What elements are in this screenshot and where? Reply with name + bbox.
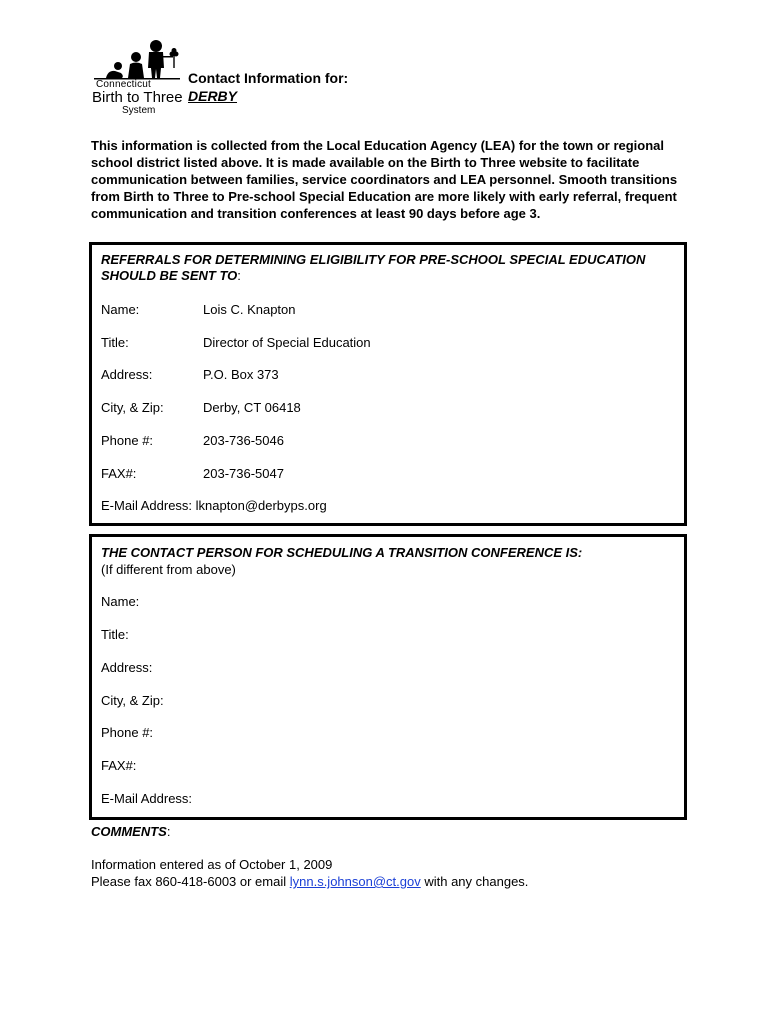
changes-suffix: with any changes. [420, 874, 529, 889]
transition-phone-label: Phone #: [101, 725, 154, 740]
referral-title-value: Director of Special Education [203, 335, 371, 350]
referral-heading-colon: : [237, 268, 241, 283]
town-name: DERBY [188, 88, 238, 104]
transition-email-label: E-Mail Address: [101, 791, 193, 806]
referral-city-value: Derby, CT 06418 [203, 400, 301, 415]
birth-to-three-logo [88, 38, 188, 118]
changes-prefix: Please fax 860-418-6003 or email [91, 874, 290, 889]
transition-contact-box [89, 534, 687, 820]
referral-address-label: Address: [101, 367, 153, 382]
referral-address-value: P.O. Box 373 [203, 367, 279, 382]
referral-email-label: E-Mail Address: [101, 498, 193, 513]
transition-address-label: Address: [101, 660, 153, 675]
changes-contact-line [91, 874, 528, 890]
comments-label-text: COMMENTS [91, 824, 167, 839]
referral-name-value: Lois C. Knapton [203, 302, 296, 317]
referral-email-value: lknapton@derbyps.org [195, 498, 327, 513]
comments-label [91, 824, 170, 840]
referral-title-label: Title: [101, 335, 129, 350]
referral-city-label: City, & Zip: [101, 400, 164, 415]
referral-heading-text: REFERRALS FOR DETERMINING ELIGIBILITY FOR PRE-SCHOOL SPECIAL EDUCATION SHOULD BE SENT TO [101, 252, 646, 283]
info-date-line: Information entered as of October 1, 2009 [91, 857, 333, 872]
referral-heading [101, 252, 661, 284]
referral-contact-box [89, 242, 687, 526]
logo-line-1: Connecticut [96, 79, 152, 90]
transition-name-label: Name: [101, 594, 140, 609]
contact-email-link[interactable]: lynn.s.johnson@ct.gov [289, 874, 421, 889]
referral-email-row [101, 498, 327, 514]
transition-fax-label: FAX#: [101, 758, 137, 773]
referral-phone-label: Phone #: [101, 433, 154, 448]
referral-fax-value: 203-736-5047 [203, 466, 284, 481]
logo-line-2: Birth to Three [92, 89, 183, 106]
page-title: Contact Information for: [188, 70, 349, 86]
referral-fax-label: FAX#: [101, 466, 137, 481]
transition-subheading: (If different from above) [101, 562, 236, 577]
transition-heading: THE CONTACT PERSON FOR SCHEDULING A TRANSITION CONFERENCE IS: [101, 545, 583, 560]
referral-name-label: Name: [101, 302, 140, 317]
logo-line-3: System [122, 105, 156, 116]
transition-title-label: Title: [101, 627, 129, 642]
comments-label-colon: : [166, 824, 171, 839]
intro-paragraph: This information is collected from the Local Education Agency (LEA) for the town or regional school district listed above. It is made available on the Birth to Three website to facilitate communication between families, service coordinators and LEA personnel. Smooth transitions from Birth to Three to Pre-school Special Education are more likely with early referral, frequent communication and transition conferences at least 90 days before age 3. [91, 138, 678, 221]
referral-phone-value: 203-736-5046 [203, 433, 284, 448]
transition-city-label: City, & Zip: [101, 693, 164, 708]
